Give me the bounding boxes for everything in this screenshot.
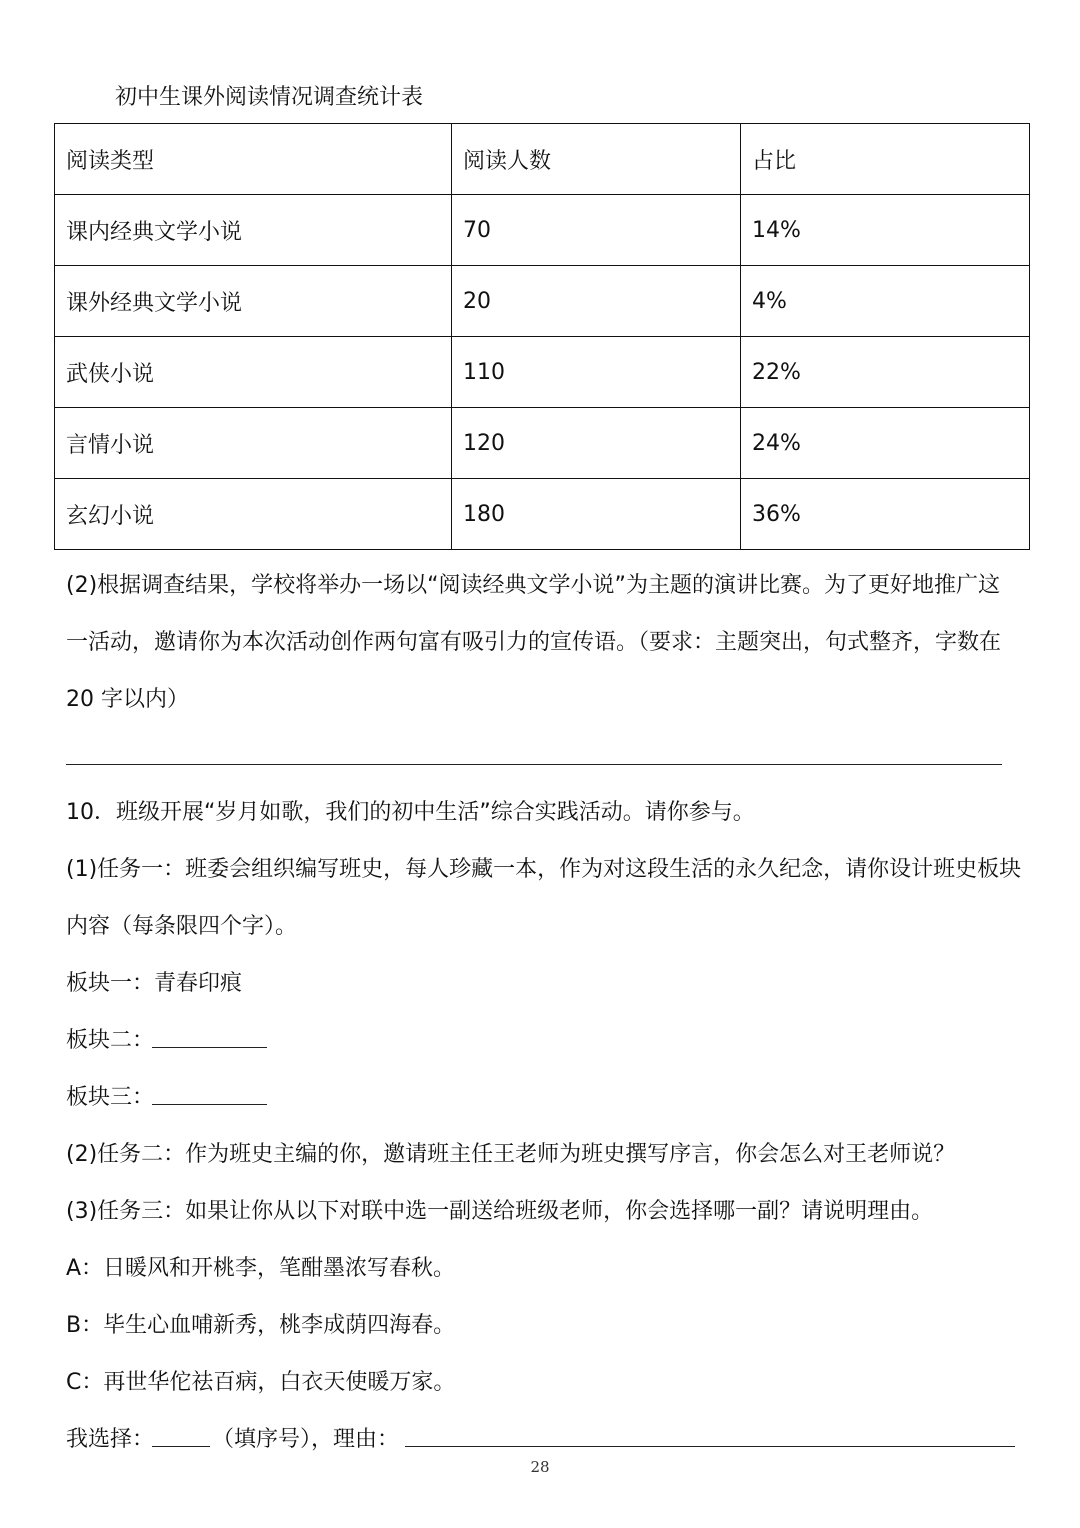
cell-count: 180 bbox=[452, 479, 741, 550]
reading-survey-table bbox=[54, 123, 1030, 550]
table-header-row bbox=[55, 124, 1030, 195]
cell-count: 70 bbox=[452, 195, 741, 266]
block1: 板块一：青春印痕 bbox=[66, 971, 243, 996]
table-title: 初中生课外阅读情况调查统计表 bbox=[115, 85, 424, 110]
reason-answer-line[interactable] bbox=[405, 1446, 1015, 1447]
choice-answer-line[interactable] bbox=[152, 1446, 210, 1447]
task1-line1: (1)任务一：班委会组织编写班史，每人珍藏一本，作为对这段生活的永久纪念，请你设计班史板块 bbox=[66, 857, 1022, 882]
cell-percent: 14% bbox=[741, 195, 1030, 266]
table-row bbox=[55, 479, 1030, 550]
q9-part2-line3: 20 字以内） bbox=[66, 687, 189, 712]
fill-note: （填序号），理由： bbox=[212, 1427, 400, 1452]
cell-percent: 24% bbox=[741, 408, 1030, 479]
option-a: A：日暖风和开桃李，笔酣墨浓写春秋。 bbox=[66, 1256, 456, 1281]
cell-count: 110 bbox=[452, 337, 741, 408]
task2: (2)任务二：作为班史主编的你，邀请班主任王老师为班史撰写序言，你会怎么对王老师说？ bbox=[66, 1142, 956, 1167]
option-b: B：毕生心血哺新秀，桃李成荫四海春。 bbox=[66, 1313, 456, 1338]
block2-answer-line[interactable] bbox=[152, 1047, 267, 1048]
cell-type: 武侠小说 bbox=[55, 337, 452, 408]
option-c: C：再世华佗祛百病，白衣天使暖万家。 bbox=[66, 1370, 456, 1395]
table-row bbox=[55, 266, 1030, 337]
cell-percent: 36% bbox=[741, 479, 1030, 550]
q9-part2-line2: 一活动，邀请你为本次活动创作两句富有吸引力的宣传语。（要求：主题突出，句式整齐，字数在 bbox=[66, 630, 1002, 655]
table-row bbox=[55, 337, 1030, 408]
cell-percent: 22% bbox=[741, 337, 1030, 408]
table-row bbox=[55, 195, 1030, 266]
task1-line2: 内容（每条限四个字）。 bbox=[66, 914, 298, 939]
header-reader-count: 阅读人数 bbox=[452, 124, 741, 195]
slogan-answer-line[interactable] bbox=[66, 764, 1002, 765]
block3-label: 板块三： bbox=[66, 1085, 155, 1110]
header-percentage: 占比 bbox=[741, 124, 1030, 195]
block2-label: 板块二： bbox=[66, 1028, 155, 1053]
block3-answer-line[interactable] bbox=[152, 1104, 267, 1105]
page-number: 28 bbox=[530, 1458, 550, 1476]
cell-count: 20 bbox=[452, 266, 741, 337]
q10-intro: 10．班级开展“岁月如歌，我们的初中生活”综合实践活动。请你参与。 bbox=[66, 800, 755, 825]
choose-label: 我选择： bbox=[66, 1427, 155, 1452]
q9-part2-line1: (2)根据调查结果，学校将举办一场以“阅读经典文学小说”为主题的演讲比赛。为了更好地推广这 bbox=[66, 573, 1000, 598]
header-reading-type: 阅读类型 bbox=[55, 124, 452, 195]
cell-count: 120 bbox=[452, 408, 741, 479]
cell-type: 课内经典文学小说 bbox=[55, 195, 452, 266]
table-row bbox=[55, 408, 1030, 479]
task3: (3)任务三：如果让你从以下对联中选一副送给班级老师，你会选择哪一副？请说明理由。 bbox=[66, 1199, 934, 1224]
cell-percent: 4% bbox=[741, 266, 1030, 337]
cell-type: 玄幻小说 bbox=[55, 479, 452, 550]
cell-type: 言情小说 bbox=[55, 408, 452, 479]
cell-type: 课外经典文学小说 bbox=[55, 266, 452, 337]
